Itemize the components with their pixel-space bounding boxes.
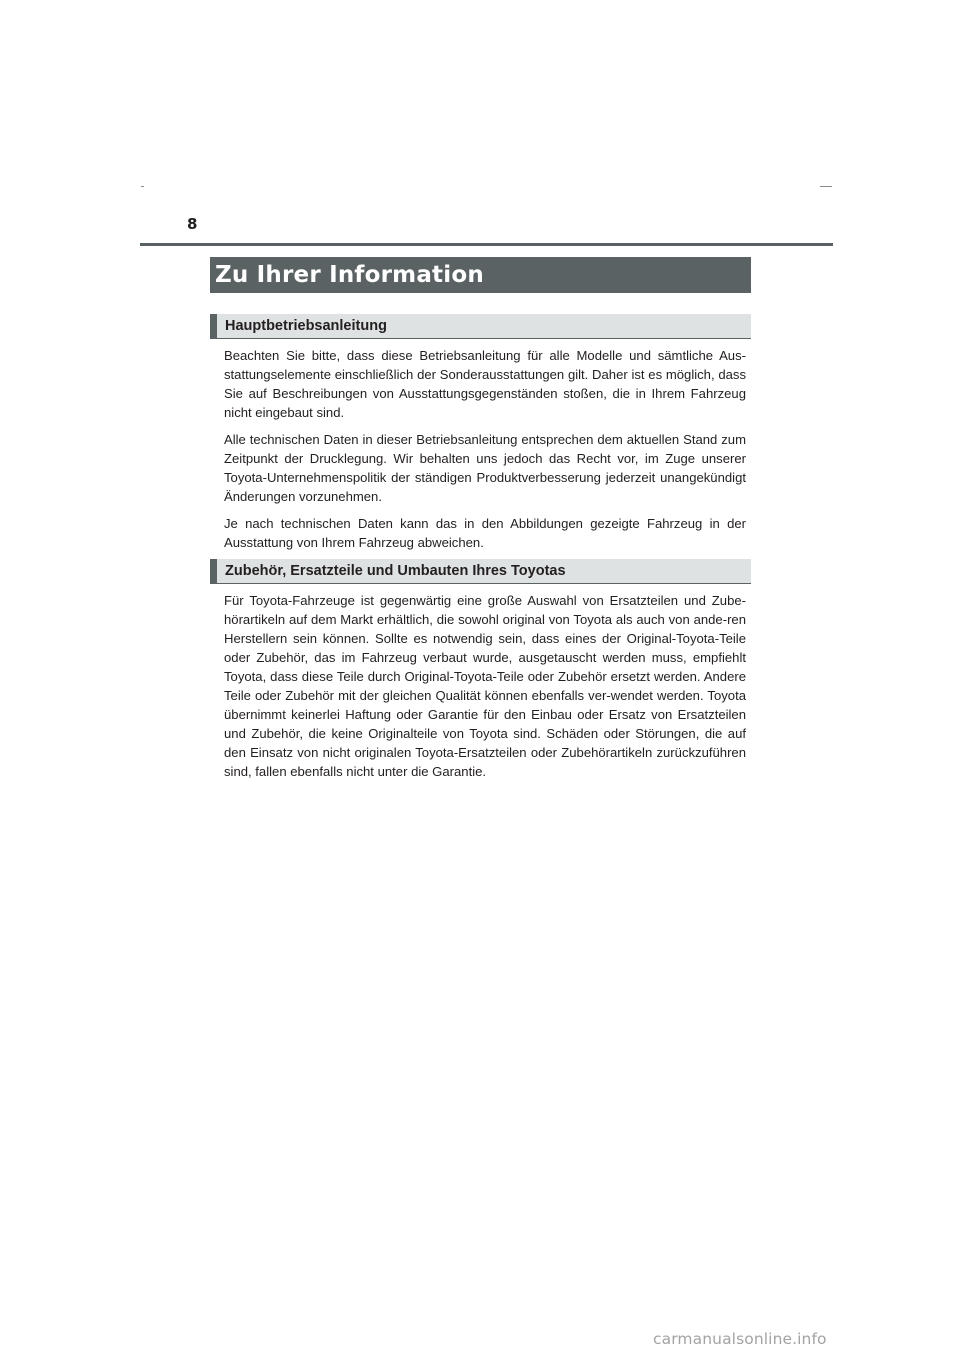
- crop-mark-right: [820, 186, 832, 187]
- crop-mark-left: [141, 186, 144, 187]
- section-heading: Hauptbetriebsanleitung: [225, 318, 387, 334]
- paragraph: Je nach technischen Daten kann das in den Abbildungen gezeigte Fahrzeug in der Ausstattung von Ihrem Fahrzeug abweichen.: [224, 516, 746, 550]
- paragraph: Für Toyota-Fahrzeuge ist gegenwärtig eine große Auswahl von Ersatzteilen und Zube-hörartikeln auf dem Markt erhältlich, die sowohl original von Toyota als auch von ande-ren Herstellern sein können. Sollte es notwendig sein, dass eines der Original-Toyota-Teile oder Zubehör, das im Fahrzeug verbaut wurde, ausgetauscht werden muss, empfiehlt Toyota, dass diese Teile durch Original-Toyota-Teile oder Zubehör ersetzt werden. Andere Teile oder Zubehör mit der gleichen Qualität können ebenfalls ver-wendet werden. Toyota übernimmt keinerlei Haftung oder Garantie für den Einbau oder Ersatz von Ersatzteilen und Zubehör, die keine Originalteile von Toyota sind. Schäden oder Störungen, die auf den Einsatz von nicht originalen Toyota-Ersatzteilen oder Zubehörartikeln zurückzuführen sind, fallen ebenfalls nicht unter die Garantie.: [224, 593, 746, 779]
- paragraph: Alle technischen Daten in dieser Betriebsanleitung entsprechen dem aktuellen Stand zum Zeitpunkt der Drucklegung. Wir behalten uns jedoch das Recht vor, im Zuge unserer Toyota-Unternehmenspolitik der ständigen Produktverbesserung jederzeit unangekündigt Änderungen vorzunehmen.: [224, 432, 746, 504]
- title-bar: [210, 257, 751, 293]
- section-accent: [210, 559, 217, 583]
- section-body: [224, 346, 746, 560]
- watermark: carmanualsonline.info: [653, 1330, 827, 1348]
- section-heading-bar: [210, 314, 751, 339]
- section-accent: [210, 314, 217, 338]
- paragraph: Beachten Sie bitte, dass diese Betriebsanleitung für alle Modelle und sämtliche Aus-stattungselemente einschließlich der Sonderausstattungen gilt. Daher ist es möglich, dass Sie auf Beschreibungen von Ausstattungsgegenständen stoßen, die in Ihrem Fahrzeug nicht eingebaut sind.: [224, 348, 746, 420]
- section-heading-bar: [210, 559, 751, 584]
- header-rule: [140, 243, 833, 246]
- page-number: 8: [187, 215, 198, 233]
- section-body: [224, 591, 746, 789]
- page-title: Zu Ihrer Information: [215, 262, 484, 288]
- section-heading: Zubehör, Ersatzteile und Umbauten Ihres Toyotas: [225, 563, 566, 579]
